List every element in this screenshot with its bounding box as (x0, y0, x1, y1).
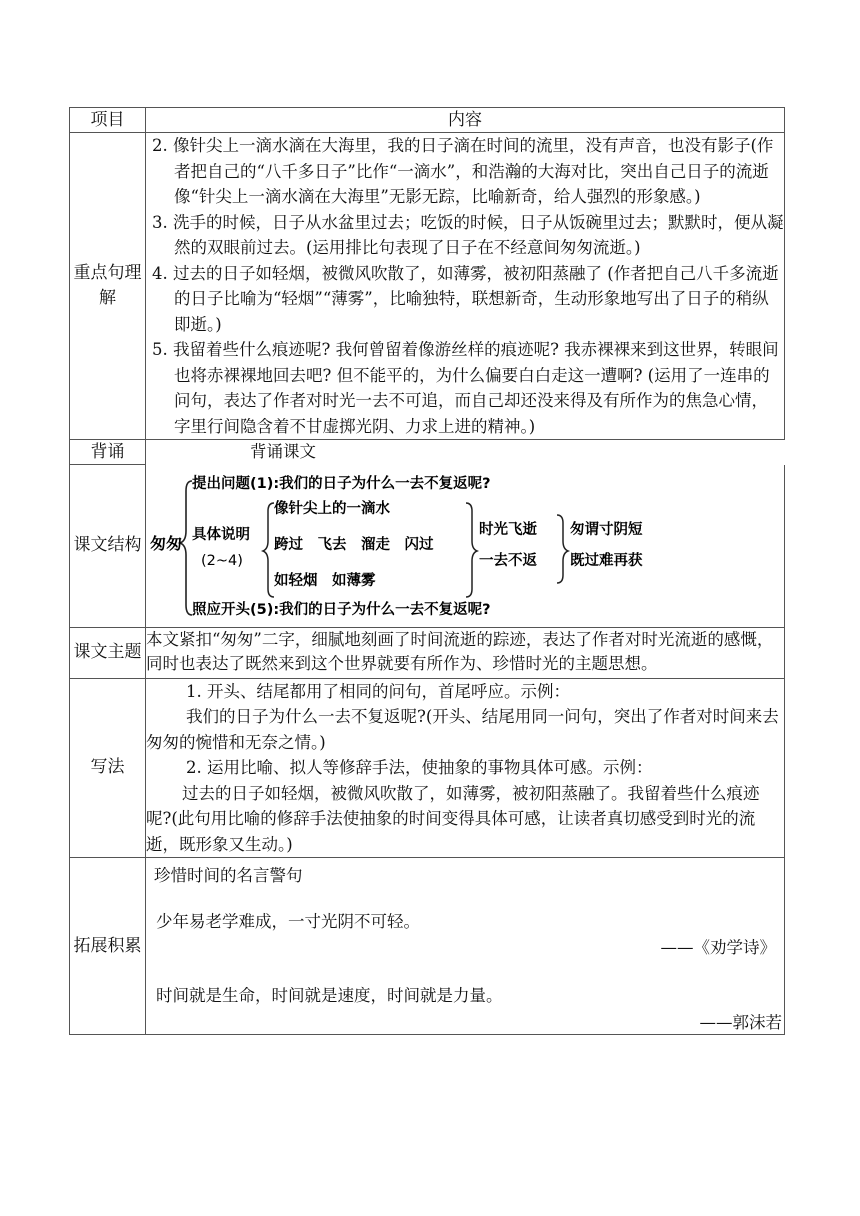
key-sentences-row (70, 133, 785, 440)
structure-detail-1: 像针尖上的一滴水 (274, 500, 390, 517)
header-row (70, 108, 785, 133)
structure-root: 匆匆 (150, 533, 183, 553)
structure-summary-2: 既过难再获 (570, 552, 643, 569)
quote-2: 时间就是生命，时间就是速度，时间就是力量。 (156, 986, 503, 1005)
quote-1-source: ——《劝学诗》 (660, 938, 776, 957)
notes-table (69, 107, 785, 1035)
key-sentence-5: 5. 我留着些什么痕迹呢? 我何曾留着像游丝样的痕迹呢? 我赤裸裸来到这世界，转眼间也将赤裸裸地回去吧? 但不能平的，为什么偏要白白走这一遭啊? (运用了一连串的问句，表达了作者对时光一去不可追，而自己却还没来得及有所作为的焦急心情，字里行间隐含着不甘虚掷光阴、力求上进的精神。) (152, 340, 779, 436)
structure-middle-range: (2~4) (201, 552, 243, 569)
recite-content: 背诵课文 (250, 442, 316, 461)
method-point-1: 1. 开头、结尾都用了相同的问句，首尾呼应。示例： (186, 681, 570, 701)
structure-middle-label: 具体说明 (192, 526, 250, 543)
extension-row (70, 858, 785, 1035)
method-label: 写法 (70, 678, 146, 858)
quote-2-source: ——郭沫若 (699, 1013, 782, 1032)
theme-cell (146, 627, 785, 678)
quote-1: 少年易老学难成，一寸光阴不可轻。 (156, 912, 420, 931)
header-content: 内容 (146, 108, 785, 133)
theme-label: 课文主题 (70, 627, 146, 678)
method-example-1: 我们的日子为什么一去不复返呢?(开头、结尾用同一问句，突出了作者对时间来去匆匆的惋惜和无奈之情。) (146, 707, 779, 752)
structure-row (70, 465, 785, 628)
theme-row (70, 627, 785, 678)
structure-detail-2: 跨过 飞去 溜走 闪过 (274, 536, 434, 553)
structure-cell (146, 465, 785, 628)
extension-cell (146, 858, 785, 1035)
extension-label: 拓展积累 (70, 858, 146, 1035)
extension-title: 珍惜时间的名言警句 (154, 866, 303, 885)
method-row (70, 678, 785, 858)
key-sentence-3: 3. 洗手的时候，日子从水盆里过去；吃饭的时候，日子从饭碗里过去；默默时，便从凝然的双眼前过去。(运用排比句表现了日子在不经意间匆匆流逝。) (152, 212, 784, 257)
key-sentences-cell (146, 133, 785, 440)
method-example-2: 过去的日子如轻烟，被微风吹散了，如薄雾，被初阳蒸融了。我留着些什么痕迹呢?(此句用比喻的修辞手法使抽象的时间变得具体可感，让读者真切感受到时光的流逝，既形象又生动。) (146, 783, 760, 854)
structure-effect-2: 一去不返 (479, 552, 537, 569)
method-point-2: 2. 运用比喻、拟人等修辞手法，使抽象的事物具体可感。示例： (186, 758, 653, 777)
structure-label: 课文结构 (70, 465, 146, 628)
structure-bottom: 照应开头(5):我们的日子为什么一去不复返呢? (192, 601, 491, 618)
recite-row (70, 440, 785, 465)
method-cell (146, 678, 785, 858)
theme-text: 本文紧扣“匆匆”二字，细腻地刻画了时间流逝的踪迹，表达了作者对时光流逝的感慨，同时也表达了既然来到这个世界就要有所作为、珍惜时光的主题思想。 (146, 629, 774, 673)
structure-effect-1: 时光飞逝 (479, 521, 537, 538)
key-sentence-4: 4. 过去的日子如轻烟，被微风吹散了，如薄雾，被初阳蒸融了 (作者把自己八千多流逝的日子比喻为“轻烟”“薄雾”，比喻独特，联想新奇，生动形象地写出了日子的稍纵即逝。) (152, 263, 779, 334)
structure-diagram (146, 465, 784, 627)
recite-label: 背诵 (70, 440, 146, 465)
structure-summary-1: 匆谓寸阴短 (570, 521, 643, 538)
recite-cell (146, 440, 785, 465)
structure-top: 提出问题(1):我们的日子为什么一去不复返呢? (192, 475, 491, 492)
header-item: 项目 (70, 108, 146, 133)
key-sentences-label: 重点句理解 (70, 133, 146, 440)
key-sentence-2: 2. 像针尖上一滴水滴在大海里，我的日子滴在时间的流里，没有声音，也没有影子(作者把自己的“八千多日子”比作“一滴水”，和浩瀚的大海对比，突出自己日子的流逝像“针尖上一滴水滴在大海里”无影无踪，比喻新奇，给人强烈的形象感。) (152, 136, 774, 206)
structure-detail-3: 如轻烟 如薄雾 (274, 572, 376, 589)
